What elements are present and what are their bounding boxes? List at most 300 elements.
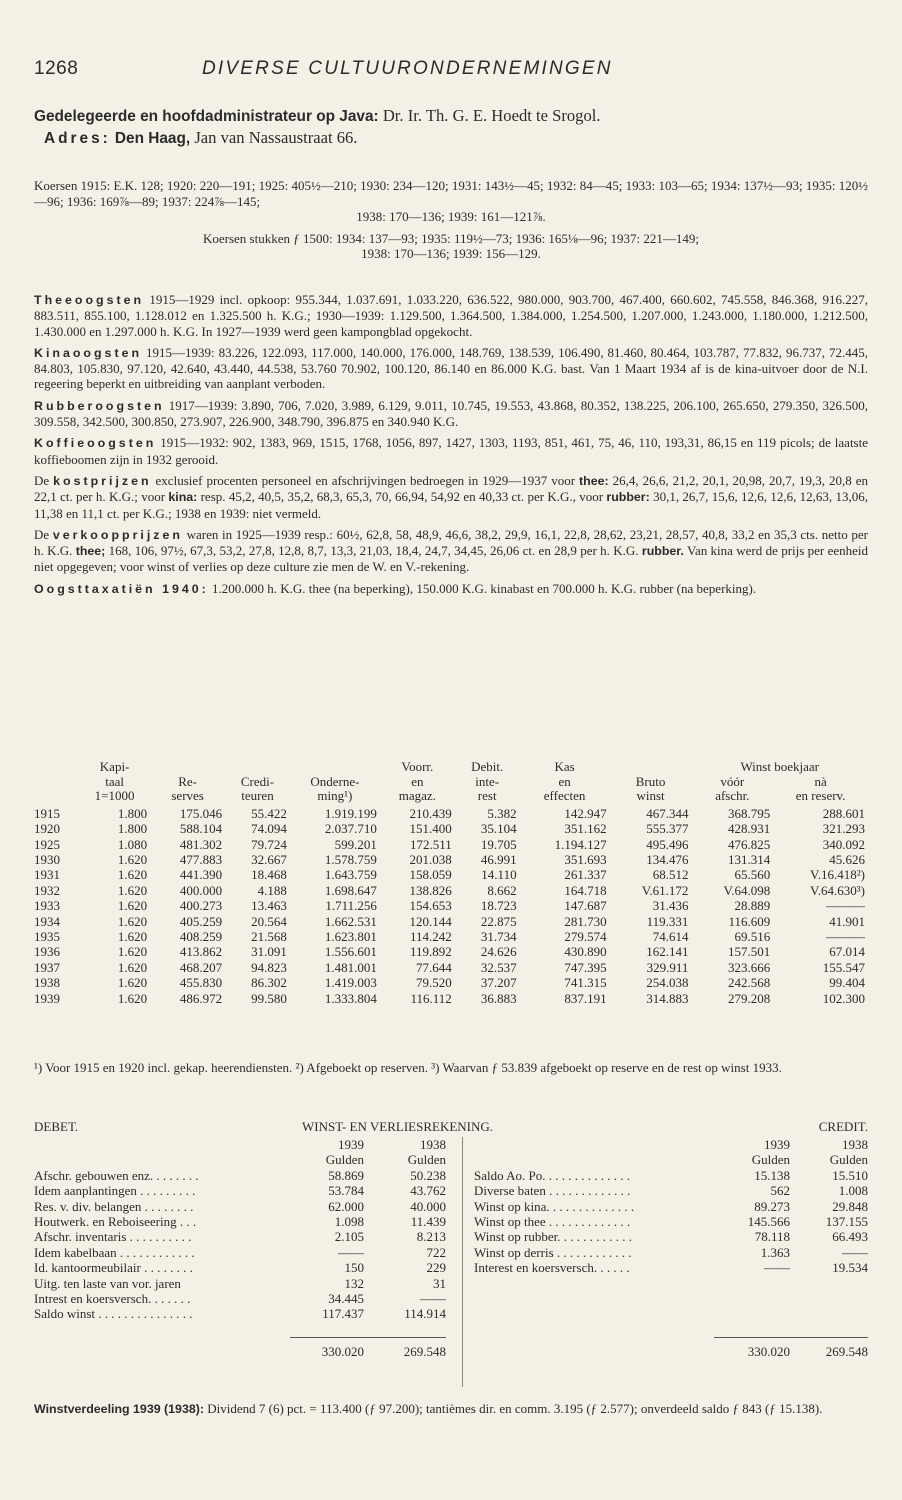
fin-header-cell: 1=1000	[94, 788, 135, 804]
debet-item-value: 43.762	[410, 1183, 446, 1199]
credit-item-value: 1.363	[760, 1244, 790, 1260]
fin-value-cell: 1.698.647	[324, 882, 377, 898]
fin-value-cell: 35.104	[480, 821, 517, 837]
fin-header-cell: taal	[105, 773, 124, 789]
fin-value-cell: 1.800	[117, 805, 148, 821]
credit-item-label: Winst op rubber. . . . . . . . . . . .	[474, 1229, 632, 1245]
fin-value-cell: 2.037.710	[324, 821, 377, 837]
rubber-label: Rubberoogsten	[34, 398, 165, 413]
winstverdeeling-label: Winstverdeeling 1939 (1938):	[34, 1402, 204, 1416]
fin-value-cell: 131.314	[728, 852, 771, 867]
admin-block	[34, 105, 868, 149]
fin-value-cell: 1.620	[117, 959, 148, 975]
fin-header-cell: inte-	[475, 773, 500, 789]
fin-header-cell: teuren	[241, 788, 274, 804]
fin-table-row	[34, 898, 868, 913]
fin-value-cell: 351.162	[564, 821, 607, 837]
fin-year-cell: 1931	[34, 867, 60, 883]
fin-year-cell: 1939	[34, 990, 60, 1006]
debet-unit-row	[34, 1152, 446, 1167]
debet-item-value: 132	[344, 1275, 364, 1291]
fin-value-cell: 254.038	[646, 975, 689, 991]
fin-value-cell: 69.516	[734, 929, 771, 945]
fin-year-cell: 1930	[34, 852, 60, 867]
credit-row	[474, 1168, 868, 1183]
credit-item-label: Interest en koersversch. . . . . .	[474, 1260, 630, 1276]
kost-text-b: 26,4, 26,6, 21,2, 20,1, 20,98, 20,7, 19,3, 20,8 en 22,1 ct. per h. K.G.; voor	[34, 472, 868, 505]
credit-spacer	[474, 1291, 714, 1306]
fin-value-cell: 142.947	[564, 805, 607, 821]
fin-value-cell: 116.112	[410, 990, 452, 1006]
debet-row	[34, 1260, 446, 1275]
page-header	[34, 60, 868, 90]
debet-blank	[34, 1137, 290, 1152]
credit-item-value: ——	[842, 1244, 868, 1260]
kostprijzen-paragraph	[34, 473, 868, 521]
fin-value-cell: 279.574	[564, 929, 607, 945]
fin-value-cell: 323.666	[728, 959, 771, 975]
credit-side	[474, 1137, 868, 1359]
fin-table-row	[34, 821, 868, 836]
fin-value-cell: 1.419.003	[324, 975, 377, 991]
kostprijzen-label: kostprijzen	[53, 473, 152, 488]
fin-header-cell: ming¹)	[317, 788, 353, 804]
debet-blank	[34, 1337, 290, 1359]
fin-header-cell	[34, 789, 79, 806]
fin-header-cell	[225, 760, 290, 775]
koffie-label: Koffieoogsten	[34, 436, 157, 451]
fin-value-cell: 1.643.759	[324, 867, 377, 883]
fin-header-cell: Bruto	[635, 773, 666, 789]
fin-header-cell: rest	[477, 788, 497, 804]
fin-value-cell: 154.653	[409, 898, 452, 914]
debet-row	[34, 1276, 446, 1291]
fin-value-cell: 18.468	[251, 867, 287, 883]
fin-table-row	[34, 883, 868, 898]
fin-header-cell	[34, 760, 79, 775]
fin-value-cell: 741.315	[564, 975, 607, 991]
fin-value-cell: 279.208	[728, 990, 771, 1006]
fin-value-cell: 1.333.804	[324, 990, 377, 1006]
credit-item-value: 89.273	[754, 1198, 790, 1214]
fin-year-cell: 1938	[34, 975, 60, 991]
credit-item-value: 66.493	[832, 1229, 868, 1245]
credit-item-label: Winst op derris . . . . . . . . . . . .	[474, 1244, 632, 1260]
debet-year-cell: 1938	[420, 1137, 446, 1152]
credit-row	[474, 1199, 868, 1214]
debet-item-label: Idem aanplantingen . . . . . . . . .	[34, 1183, 196, 1199]
fin-header-cell: winst	[636, 788, 665, 804]
fin-value-cell: V.16.418²)	[810, 867, 865, 883]
debet-total-value: 269.548	[364, 1337, 446, 1359]
koersen-line: Koersen 1915: E.K. 128; 1920: 220—191; 1925: 405½—210; 1930: 234—120; 1931: 143½—45; 1932: 84—45; 1933: 103—65; 1934: 137½—93; 1935: 120½—96; 1936: 169⅞—89; 1937: 224⅞—145;	[34, 178, 868, 209]
fin-value-cell: 157.501	[728, 944, 771, 960]
fin-table-row	[34, 914, 868, 929]
fin-value-cell: 1.620	[117, 852, 148, 867]
fin-year-cell: 1936	[34, 944, 60, 960]
fin-value-cell: 151.400	[409, 821, 452, 837]
debet-item-value: 8.213	[416, 1229, 446, 1245]
fin-header-cell: Winst boekjaar	[740, 759, 819, 774]
credit-item-value: 137.155	[825, 1214, 868, 1230]
fin-table-row	[34, 929, 868, 944]
fin-value-cell: 467.344	[646, 805, 689, 821]
fin-header-cell: en	[558, 773, 571, 789]
fin-value-cell: 19.705	[480, 836, 517, 852]
admin-value: Dr. Ir. Th. G. E. Hoedt te Srogol.	[382, 106, 601, 125]
credit-spacer	[474, 1306, 714, 1321]
fin-value-cell: 31.734	[480, 929, 517, 945]
fin-year-cell: 1937	[34, 959, 60, 975]
debet-row	[34, 1306, 446, 1321]
verk-text-b: 168, 106, 97½, 67,3, 53,2, 27,8, 12,8, 8,7, 13,3, 21,03, 18,4, 24,7, 34,45, 26,06 ct. en 28,9 per h. K.G.	[105, 543, 642, 559]
fin-value-cell: 1.620	[117, 929, 148, 945]
koersen-line-end: 1938: 170—136; 1939: 161—121⅞.	[356, 209, 546, 224]
rubber-paragraph	[34, 398, 868, 430]
credit-year-cell: 1938	[842, 1137, 868, 1152]
credit-row	[474, 1229, 868, 1244]
debet-item-value: 62.000	[328, 1198, 364, 1214]
fin-value-cell: 400.273	[179, 898, 223, 914]
footnotes	[34, 1060, 868, 1075]
fin-value-cell: 164.718	[564, 882, 607, 898]
debet-row	[34, 1183, 446, 1198]
fin-header-cell: en	[411, 773, 424, 789]
debet-item-value: 50.238	[410, 1167, 446, 1183]
fin-value-cell: 1.620	[117, 882, 148, 898]
koffie-text: 1915—1932: 902, 1383, 969, 1515, 1768, 1056, 897, 1427, 1303, 1193, 851, 461, 75, 46, 110, 193,31, 86,15 en 119 picols; de laatste koffieboomen zijn in 1932 gerooid.	[34, 435, 868, 467]
fin-value-cell: V.64.630³)	[810, 882, 865, 898]
credit-item-label: Winst op kina. . . . . . . . . . . . . .	[474, 1198, 635, 1214]
fin-header-row	[34, 789, 868, 806]
fin-header-row	[34, 760, 868, 775]
credit-year-cell: 1939	[764, 1137, 790, 1152]
debet-item-value: 117.437	[322, 1306, 364, 1322]
fin-value-cell: 1.481.001	[324, 959, 377, 975]
credit-row	[474, 1214, 868, 1229]
kost-text-d: 30,1, 26,7, 15,6, 12,6, 12,6, 12,63, 13,06, 11,38 en 11,1 ct. per K.G.; 1938 en 1939: niet vermeld.	[34, 489, 868, 521]
fin-value-cell: 41.901	[829, 913, 865, 929]
credit-blank	[474, 1152, 714, 1167]
credit-total-row	[474, 1337, 868, 1359]
fin-value-cell: 340.092	[822, 836, 865, 852]
fin-value-cell: 155.547	[822, 959, 865, 975]
kost-kina: kina:	[168, 490, 198, 505]
debet-item-label: Saldo winst . . . . . . . . . . . . . . .	[34, 1306, 193, 1322]
credit-item-value: 78.118	[754, 1229, 790, 1245]
fin-header-cell: Credi-	[240, 773, 275, 789]
fin-value-cell: 32.667	[251, 852, 287, 867]
kina-text: 1915—1939: 83.226, 122.093, 117.000, 140.000, 176.000, 148.769, 138.539, 106.490, 81.460, 80.464, 103.787, 77.832, 96.737, 72.445, 84.803, 105.830, 97.120, 42.640, 43.440, 44.538, 53.760 70.902, 100.120, 86.140 en 86.000 K.G. bast. Van 1 Maart 1934 af is de kina-uitvoer door de N.I. regeering beperkt en uitbreiding van aanplant verboden.	[34, 344, 868, 392]
debet-row	[34, 1229, 446, 1244]
debet-item-value: 150	[344, 1260, 364, 1276]
kost-rubber: rubber:	[606, 490, 650, 505]
thee-text: 1915—1929 incl. opkoop: 955.344, 1.037.691, 1.033.220, 636.522, 980.000, 903.700, 467.400, 660.602, 745.558, 846.368, 916.227, 883.511, 855.100, 1.128.012 en 1.325.500 h. K.G.; 1930—1939: 1.129.500, 1.364.500, 1.384.000, 1.254.500, 1.207.000, 1.243.000, 1.180.000, 1.212.500, 1.430.000 en 1.297.000 h. K.G. In 1927—1939 werd geen kampongblad opgekocht.	[34, 292, 868, 339]
credit-label: CREDIT.	[818, 1119, 868, 1134]
debet-item-value: 31	[433, 1275, 446, 1291]
fin-value-cell: 32.537	[480, 959, 517, 975]
verk-pre: De	[34, 526, 53, 542]
debet-row	[34, 1214, 446, 1229]
kina-label: Kinaoogsten	[34, 345, 143, 360]
fin-year-cell: 1920	[34, 821, 60, 837]
wv-columns	[34, 1137, 868, 1407]
fin-value-cell: 18.723	[480, 898, 517, 914]
fin-value-cell: 86.302	[251, 975, 287, 991]
fin-value-cell: 158.059	[409, 867, 452, 883]
fin-value-cell: 599.201	[334, 836, 377, 852]
thee-label: Theeoogsten	[34, 293, 145, 307]
credit-item-value: 562	[770, 1183, 790, 1199]
fin-header-cell	[610, 760, 692, 775]
credit-item-value: 145.566	[747, 1214, 790, 1230]
fin-value-cell: 476.825	[728, 836, 771, 852]
oogsttaxatie-paragraph	[34, 581, 868, 597]
footnote-text: ¹) Voor 1915 en 1920 incl. gekap. heerendiensten. ²) Afgeboekt op reserven. ³) Waarvan ƒ 53.839 afgeboekt op reserve en de rest op winst 1933.	[34, 1060, 782, 1075]
fin-header-cell	[290, 760, 380, 775]
verkoopprijzen-label: verkoopprijzen	[52, 527, 183, 542]
koersen-stukken-line-end: 1938: 170—136; 1939: 156—129.	[361, 246, 541, 261]
fin-value-cell: 67.014	[829, 944, 865, 960]
fin-value-cell: 837.191	[564, 990, 607, 1006]
wv-title: WINST- EN VERLIESREKENING.	[302, 1119, 494, 1134]
admin-label: Gedelegeerde en hoofdadministrateur op Java:	[34, 108, 379, 125]
fin-value-cell: 1.578.759	[324, 852, 377, 867]
fin-header-cell: magaz.	[398, 788, 436, 804]
credit-spacer	[474, 1276, 714, 1291]
kost-thee: thee:	[579, 473, 609, 488]
adres-label: Adres:	[44, 130, 111, 147]
credit-item-value: ——	[764, 1260, 790, 1276]
fin-table-row	[34, 960, 868, 975]
fin-value-cell: 5.382	[487, 805, 517, 821]
fin-header-cell: Kapi-	[99, 759, 130, 774]
fin-value-cell: 486.972	[179, 990, 223, 1006]
debet-item-label: Uitg. ten laste van vor. jaren	[34, 1275, 181, 1291]
fin-value-cell: 351.693	[564, 852, 607, 867]
fin-value-cell: 14.110	[481, 867, 517, 883]
fin-year-cell: 1935	[34, 929, 60, 945]
rubber-text: 1917—1939: 3.890, 706, 7.020, 3.989, 6.129, 9.011, 10.745, 19.553, 43.868, 80.352, 138.225, 206.100, 265.650, 279.350, 326.500, 309.558, 342.500, 300.850, 273.907, 226.900, 348.790, 396.875 en 340.940 K.G.	[34, 397, 868, 430]
fin-value-cell: 119.892	[410, 944, 452, 960]
fin-value-cell: 31.091	[251, 944, 287, 960]
fin-header-cell	[34, 775, 79, 790]
fin-value-cell: 368.795	[728, 805, 771, 821]
fin-header-cell: Kas	[554, 759, 575, 774]
fin-value-cell: 1.711.256	[325, 898, 377, 914]
credit-year-row	[474, 1137, 868, 1152]
debet-spacer	[34, 1322, 290, 1337]
fin-value-cell: 405.259	[179, 913, 223, 929]
debet-item-value: 34.445	[328, 1291, 364, 1307]
fin-table-row	[34, 837, 868, 852]
fin-header-cell: Onderne-	[310, 773, 360, 789]
fin-value-cell: 55.422	[251, 805, 287, 821]
kina-paragraph	[34, 345, 868, 392]
fin-value-cell: 1.556.601	[324, 944, 377, 960]
fin-value-cell: 481.302	[179, 836, 223, 852]
credit-unit-cell: Gulden	[829, 1152, 868, 1168]
debet-row	[34, 1168, 446, 1183]
adres-city: Den Haag,	[114, 130, 191, 147]
fin-value-cell: 1.620	[117, 944, 148, 960]
page-number: 1268	[34, 58, 79, 79]
fin-value-cell: 28.889	[734, 898, 771, 914]
debet-item-value: 11.439	[410, 1214, 446, 1230]
fin-year-cell: 1934	[34, 913, 60, 929]
debet-row	[34, 1199, 446, 1214]
winstverdeeling	[34, 1401, 868, 1417]
fin-table-row	[34, 867, 868, 882]
fin-value-cell: 172.511	[410, 836, 452, 852]
fin-value-cell: 441.390	[179, 867, 223, 883]
fin-value-cell: 588.104	[179, 821, 223, 837]
koffie-paragraph	[34, 435, 868, 467]
credit-item-label: Winst op thee . . . . . . . . . . . . .	[474, 1214, 631, 1230]
fin-value-cell: 400.000	[179, 882, 223, 898]
fin-value-cell: 4.188	[257, 882, 287, 898]
fin-value-cell: 1.800	[117, 821, 148, 837]
fin-value-cell: 477.883	[179, 852, 223, 867]
fin-value-cell: 430.890	[564, 944, 607, 960]
harvest-paragraphs	[34, 292, 868, 603]
fin-value-cell: 65.560	[734, 867, 771, 883]
wv-divider	[462, 1137, 463, 1387]
verk-text-a: waren in 1925—1939 resp.: 60½, 62,8, 58, 48,9, 46,6, 38,2, 29,9, 16,1, 22,8, 28,62, 23,21, 28,57, 40,8, 33,2 en 35,3 cts. netto per h. K.G.	[34, 526, 868, 559]
fin-value-cell: 288.601	[822, 805, 865, 821]
debet-item-label: Afschr. inventaris . . . . . . . . . .	[34, 1229, 192, 1245]
koersen-block	[34, 178, 868, 268]
credit-row	[474, 1183, 868, 1198]
debet-year-row	[34, 1137, 446, 1152]
debet-item-value: 722	[426, 1244, 446, 1260]
debet-blank	[34, 1152, 290, 1167]
credit-item-value: 29.848	[832, 1198, 868, 1214]
credit-item-value: 15.510	[832, 1167, 868, 1183]
debet-row	[34, 1245, 446, 1260]
fin-header-cell: Voorr.	[401, 759, 434, 774]
fin-value-cell: 79.520	[416, 975, 452, 991]
fin-header-cell	[150, 760, 225, 775]
fin-value-cell: 24.626	[480, 944, 517, 960]
fin-value-cell: 79.724	[251, 836, 287, 852]
debet-item-label: Houtwerk. en Reboiseering . . .	[34, 1214, 197, 1230]
credit-blank	[474, 1337, 714, 1359]
credit-item-value: 1.008	[838, 1183, 868, 1199]
fin-value-cell: 36.883	[480, 990, 517, 1006]
debet-total-value: 330.020	[290, 1337, 364, 1359]
debet-item-value: 229	[426, 1260, 446, 1276]
fin-header-cell: Debit.	[471, 759, 504, 774]
fin-year-cell: 1915	[34, 805, 60, 821]
debet-year-cell: 1939	[338, 1137, 364, 1152]
credit-spacer	[474, 1322, 714, 1337]
fin-year-cell: 1933	[34, 898, 60, 914]
fin-value-cell: V.61.172	[641, 882, 689, 898]
fin-value-cell: 119.331	[646, 913, 689, 929]
fin-value-cell: 1.919.199	[324, 805, 377, 821]
fin-value-cell: 1.620	[117, 898, 148, 914]
fin-value-cell: 74.614	[652, 929, 689, 945]
oogsttaxatie-label: Oogsttaxatiën 1940:	[34, 581, 209, 596]
fin-value-cell: 468.207	[179, 959, 223, 975]
running-title: DIVERSE CULTUURONDERNEMINGEN	[202, 58, 613, 79]
debet-item-label: Intrest en koersversch. . . . . . .	[34, 1291, 191, 1307]
fin-value-cell: 20.564	[251, 913, 287, 929]
fin-header-cell: nà	[814, 773, 827, 789]
debet-unit-cell: Gulden	[407, 1152, 446, 1168]
credit-item-label: Saldo Ao. Po. . . . . . . . . . . . . .	[474, 1167, 631, 1183]
fin-value-cell: 1.623.801	[324, 929, 377, 945]
fin-value-cell: 138.826	[409, 882, 452, 898]
debet-item-value: ——	[420, 1291, 446, 1307]
fin-value-cell: 45.626	[829, 852, 865, 867]
verk-text-c: Van kina werd de prijs per eenheid niet opgegeven; voor winst of verlies op deze culture zie men de W. en V.-rekening.	[34, 543, 868, 575]
fin-value-cell: ———	[826, 929, 865, 945]
debet-item-value: 53.784	[328, 1183, 364, 1199]
verk-thee: thee;	[75, 544, 106, 559]
fin-value-cell: 261.337	[564, 867, 607, 883]
winst-verlies-rekening	[34, 1119, 868, 1407]
fin-value-cell: 120.144	[409, 913, 452, 929]
adres-street: Jan van Nassaustraat 66.	[194, 128, 358, 147]
thee-paragraph	[34, 292, 868, 339]
fin-value-cell: 13.463	[251, 898, 287, 914]
fin-value-cell: 314.883	[646, 990, 689, 1006]
fin-table-row	[34, 852, 868, 867]
winstverdeeling-text: Dividend 7 (6) pct. = 113.400 (ƒ 97.200); tantièmes dir. en comm. 3.195 (ƒ 2.577); onverdeeld saldo ƒ 843 (ƒ 15.138).	[203, 1401, 823, 1416]
verkoopprijzen-paragraph	[34, 527, 868, 575]
fin-table-row	[34, 806, 868, 821]
fin-value-cell: 1.620	[117, 975, 148, 991]
fin-value-cell: 21.568	[251, 929, 287, 945]
fin-value-cell: 175.046	[179, 805, 223, 821]
fin-value-cell: 114.242	[410, 929, 452, 945]
fin-value-cell: 147.687	[564, 898, 607, 914]
fin-value-cell: 329.911	[646, 959, 689, 975]
fin-value-cell: 37.207	[480, 975, 517, 991]
debet-item-value: 2.105	[334, 1229, 364, 1245]
fin-value-cell: 22.875	[480, 913, 517, 929]
wv-header	[34, 1119, 868, 1137]
fin-value-cell: V.64.098	[723, 882, 771, 898]
credit-unit-row	[474, 1152, 868, 1167]
fin-value-cell: 1.620	[117, 867, 148, 883]
credit-row	[474, 1245, 868, 1260]
credit-item-value: 15.138	[754, 1167, 790, 1183]
fin-value-cell: 1.620	[117, 913, 148, 929]
fin-value-cell: 68.512	[652, 867, 689, 883]
credit-row	[474, 1260, 868, 1275]
oogsttaxatie-text: 1.200.000 h. K.G. thee (na beperking), 150.000 K.G. kinabast en 700.000 h. K.G. rubber (na beperking).	[208, 580, 757, 596]
debet-item-label: Afschr. gebouwen enz. . . . . . . .	[34, 1167, 199, 1183]
fin-header-cell: Re-	[178, 773, 197, 789]
fin-value-cell: 77.644	[416, 959, 452, 975]
fin-value-cell: 242.568	[728, 975, 771, 991]
fin-value-cell: 281.730	[564, 913, 607, 929]
fin-value-cell: 555.377	[646, 821, 689, 837]
credit-spacer-row	[474, 1291, 868, 1306]
fin-table-row	[34, 975, 868, 990]
fin-value-cell: 99.580	[251, 990, 287, 1006]
credit-spacer-row	[474, 1276, 868, 1291]
debet-item-label: Id. kantoormeubilair . . . . . . . .	[34, 1260, 193, 1276]
fin-value-cell: 210.439	[409, 805, 452, 821]
credit-unit-cell: Gulden	[751, 1152, 790, 1168]
fin-header-row	[34, 775, 868, 790]
fin-value-cell: 1.080	[117, 836, 148, 852]
fin-year-cell: 1932	[34, 882, 60, 898]
